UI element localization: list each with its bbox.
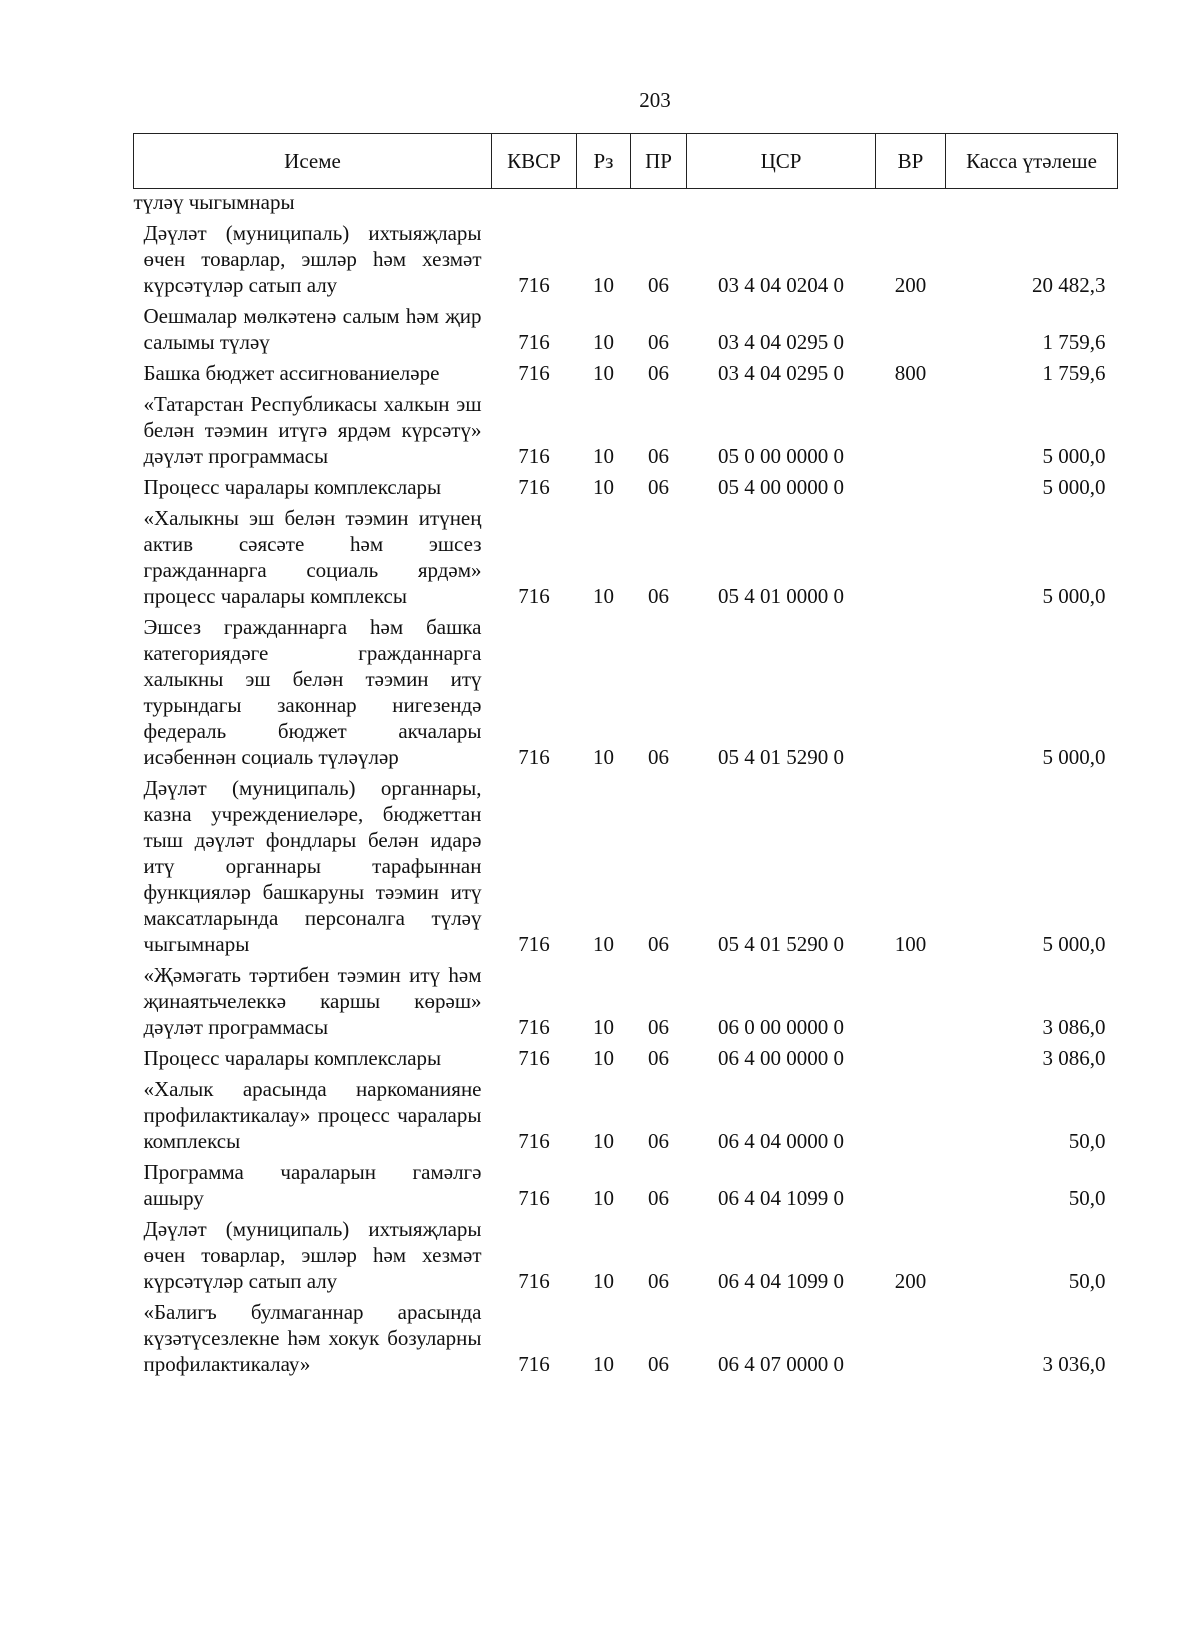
row-rz [577,189,631,217]
row-csr: 06 4 04 0000 0 [718,1129,844,1153]
row-sum: 20 482,3 [1032,273,1106,297]
row-sum: 5 000,0 [1042,444,1106,468]
row-csr: 05 0 00 0000 0 [718,444,844,468]
row-name: Дәүләт (муниципаль) ихтыяҗлары өчен товарлар, эшләр һәм хезмәт күрсәтүләр сатып алу [143,1217,482,1293]
row-vr [876,189,946,217]
row-rz: 10 [593,584,614,608]
page-number: 203 [639,88,671,112]
row-name: Процесс чаралары комплекслары [143,1046,442,1070]
row-csr: 03 4 04 0295 0 [718,361,844,385]
row-rz: 10 [593,330,614,354]
header-kvsr: КВСР [492,134,577,189]
table-body [134,189,1118,1379]
table-row [134,189,1118,217]
row-name: Программа чараларын гамәлгә ашыру [143,1160,482,1210]
row-csr: 03 4 04 0295 0 [718,330,844,354]
row-pr: 06 [648,932,669,956]
row-kvsr: 716 [518,1269,550,1293]
row-rz: 10 [593,1352,614,1376]
header-sum: Касса үтәлеше [946,134,1118,189]
table-header [134,134,1118,189]
row-sum: 3 086,0 [1042,1046,1106,1070]
row-vr: 200 [894,1269,927,1293]
row-pr: 06 [648,444,669,468]
row-name: Процесс чаралары комплекслары [143,475,442,499]
row-kvsr: 716 [518,1015,550,1039]
row-csr [687,189,876,217]
header-csr: ЦСР [687,134,876,189]
row-vr [876,470,946,501]
row-rz: 10 [593,361,614,385]
row-vr [876,501,946,610]
row-kvsr: 716 [518,361,550,385]
row-kvsr: 716 [518,1129,550,1153]
row-pr: 06 [648,1186,669,1210]
row-rz: 10 [593,932,614,956]
row-vr: 800 [894,361,927,385]
row-sum: 5 000,0 [1042,932,1106,956]
table-row [134,299,1118,356]
row-pr [631,189,687,217]
row-vr: 100 [894,932,927,956]
row-kvsr: 716 [518,273,550,297]
table-row [134,610,1118,771]
row-kvsr: 716 [518,1186,550,1210]
row-vr [876,1041,946,1072]
row-vr [876,1295,946,1378]
header-vr: ВР [876,134,946,189]
row-pr: 06 [648,584,669,608]
row-sum: 3 036,0 [1042,1352,1106,1376]
row-csr: 06 4 00 0000 0 [718,1046,844,1070]
row-pr: 06 [648,475,669,499]
row-kvsr: 716 [518,745,550,769]
row-kvsr: 716 [518,584,550,608]
row-rz: 10 [593,475,614,499]
row-pr: 06 [648,1269,669,1293]
table-row [134,771,1118,958]
row-pr: 06 [648,745,669,769]
row-name: Оешмалар мөлкәтенә салым һәм җир салымы түләү [143,304,482,354]
row-kvsr: 716 [518,1046,550,1070]
table-row [134,387,1118,470]
row-vr [876,958,946,1041]
row-vr [876,299,946,356]
row-rz: 10 [593,1046,614,1070]
row-csr: 05 4 01 0000 0 [718,584,844,608]
row-name: «Халыкны эш белән тәэмин итүнең актив сәясәте һәм эшсез гражданнарга социаль ярдәм» процесс чаралары комплексы [143,506,482,608]
row-rz: 10 [593,273,614,297]
row-sum: 5 000,0 [1042,745,1106,769]
header-rz: Рз [577,134,631,189]
row-rz: 10 [593,1269,614,1293]
row-vr: 200 [894,273,927,297]
row-sum: 5 000,0 [1042,475,1106,499]
table-row [134,1295,1118,1378]
row-sum: 50,0 [1068,1129,1106,1153]
table-row [134,501,1118,610]
table-row [134,1155,1118,1212]
row-pr: 06 [648,1352,669,1376]
row-name: «Татарстан Республикасы халкын эш белән тәэмин итүгә ярдәм күрсәтү» дәүләт программасы [143,392,482,468]
row-name: «Халык арасында наркоманияне профилактикалау» процесс чаралары комплексы [143,1077,482,1153]
row-rz: 10 [593,745,614,769]
table-row [134,1212,1118,1295]
row-pr: 06 [648,361,669,385]
row-pr: 06 [648,1046,669,1070]
row-csr: 06 4 04 1099 0 [718,1186,844,1210]
row-sum: 50,0 [1068,1186,1106,1210]
row-sum [946,189,1118,217]
row-name: «Җәмәгать тәртибен тәэмин итү һәм җинаятьчелеккә каршы көрәш» дәүләт программасы [143,963,482,1039]
budget-table [133,133,1118,1378]
row-vr [876,387,946,470]
row-vr [876,1155,946,1212]
row-csr: 05 4 01 5290 0 [718,932,844,956]
row-vr [876,610,946,771]
row-name: Башка бюджет ассигнованиеләре [143,361,440,385]
row-rz: 10 [593,1129,614,1153]
row-pr: 06 [648,273,669,297]
row-sum: 3 086,0 [1042,1015,1106,1039]
row-vr [876,1072,946,1155]
row-pr: 06 [648,330,669,354]
row-name: Дәүләт (муниципаль) ихтыяҗлары өчен товарлар, эшләр һәм хезмәт күрсәтүләр сатып алу [143,221,482,297]
row-csr: 05 4 00 0000 0 [718,475,844,499]
row-csr: 06 0 00 0000 0 [718,1015,844,1039]
table-row [134,1072,1118,1155]
row-rz: 10 [593,444,614,468]
row-csr: 03 4 04 0204 0 [718,273,844,297]
row-kvsr: 716 [518,1352,550,1376]
header-name: Исеме [134,134,492,189]
row-pr: 06 [648,1015,669,1039]
row-kvsr: 716 [518,444,550,468]
table-row [134,1041,1118,1072]
row-kvsr: 716 [518,330,550,354]
table-row [134,356,1118,387]
row-name: түләү чыгымнары [133,190,295,214]
row-csr: 06 4 07 0000 0 [718,1352,844,1376]
row-sum: 50,0 [1068,1269,1106,1293]
row-csr: 06 4 04 1099 0 [718,1269,844,1293]
row-sum: 1 759,6 [1042,330,1106,354]
row-kvsr: 716 [518,475,550,499]
table-row [134,958,1118,1041]
row-rz: 10 [593,1015,614,1039]
row-name: Дәүләт (муниципаль) органнары, казна учреждениеләре, бюджеттан тыш дәүләт фондлары белән идарә итү органнары тарафыннан функцияләр башкаруны тәэмин итү максатларында персоналга түләү чыгымнары [143,776,482,956]
row-kvsr [492,189,577,217]
row-name: Эшсез гражданнарга һәм башка категориядәге гражданнарга халыкны эш белән тәэмин итү турындагы законнар нигезендә федераль бюджет акчалары исәбеннән социаль түләүләр [143,615,482,769]
table-row [134,216,1118,299]
row-rz: 10 [593,1186,614,1210]
row-name: «Балигъ булмаганнар арасында күзәтүсезлекне һәм хокук бозуларны профилактикалау» [143,1300,482,1376]
row-kvsr: 716 [518,932,550,956]
header-pr: ПР [631,134,687,189]
table-row [134,470,1118,501]
row-sum: 5 000,0 [1042,584,1106,608]
row-csr: 05 4 01 5290 0 [718,745,844,769]
row-pr: 06 [648,1129,669,1153]
row-sum: 1 759,6 [1042,361,1106,385]
